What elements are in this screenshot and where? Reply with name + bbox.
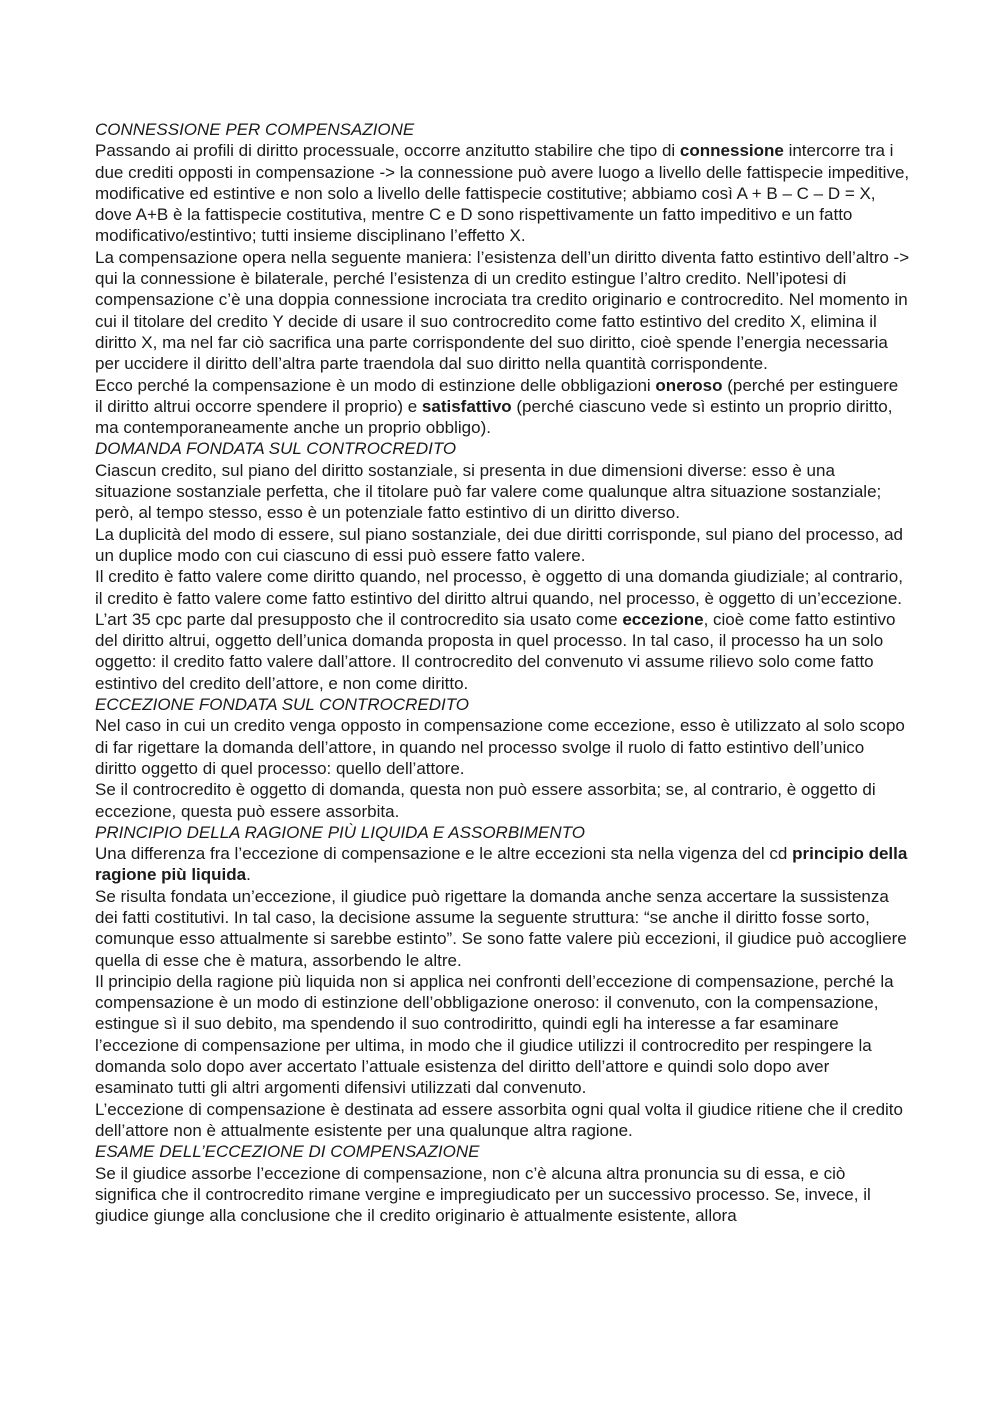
paragraph xyxy=(95,886,910,971)
text-run: La duplicità del modo di essere, sul piano sostanziale, dei due diritti corrisponde, sul piano del processo, ad un duplice modo con cui ciascuno di essi può essere fatto valere. xyxy=(95,524,903,565)
text-run: Ciascun credito, sul piano del diritto sostanziale, si presenta in due dimensioni diverse: esso è una situazione sostanziale perfetta, che il titolare può far valere come qualunque altra situazione sostanziale; però, al tempo stesso, esso è un potenziale fatto estintivo di un diritto diverso. xyxy=(95,460,882,523)
text-run: (perché ciascuno vede sì estinto un proprio diritto, ma contemporaneamente anche un proprio obbligo). xyxy=(95,396,893,438)
document-page xyxy=(95,119,910,1226)
text-run: intercorre tra i due crediti opposti in compensazione -> la connessione può avere luogo a livello delle fattispecie impeditive, modificative ed estintive e non solo a livello delle fattispecie costitutive; abbiamo così A + B – C – D = X, dove A+B è la fattispecie costitutiva, mentre C e D sono rispettivamente un fatto impeditivo e un fatto modificativo/estintivo; tutti insieme disciplinano l’effetto X. xyxy=(95,141,910,246)
paragraph xyxy=(95,609,910,694)
text-run: Passando ai profili di diritto processuale, occorre anzitutto stabilire che tipo di xyxy=(95,141,680,161)
text-run: Ecco perché la compensazione è un modo di estinzione delle obbligazioni xyxy=(95,375,656,395)
section-heading xyxy=(95,1141,910,1162)
text-run: CONNESSIONE PER COMPENSAZIONE xyxy=(95,120,415,139)
bold-term: oneroso xyxy=(655,375,723,395)
section-heading xyxy=(95,438,910,459)
paragraph xyxy=(95,524,910,567)
paragraph xyxy=(95,140,910,246)
text-run: , cioè come fatto estintivo del diritto altrui, oggetto dell’unica domanda proposta in quel processo. In tal caso, il processo ha un solo oggetto: il credito fatto valere dall’attore. Il controcredito del convenuto vi assume rilievo solo come fatto estintivo del credito dell’attore, e non come diritto. xyxy=(95,609,896,693)
text-run: Una differenza fra l’eccezione di compensazione e le altre eccezioni sta nella vigenza del cd xyxy=(95,844,793,864)
text-run: Il principio della ragione più liquida non si applica nei confronti dell’eccezione di compensazione, perché la compensazione è un modo di estinzione dell’obbligazione oneroso: il convenuto, con la compensazione, estingue sì il suo debito, ma spendendo il suo controdiritto, quindi egli ha interesse a far esaminare l’eccezione di compensazione per ultima, in modo che il giudice utilizzi il controcredito per respingere la domanda solo dopo aver accertato l’attuale esistenza del diritto dell’attore e quindi solo dopo aver esaminato tutti gli altri argomenti difensivi utilizzati dal convenuto. xyxy=(95,971,894,1098)
bold-term: eccezione xyxy=(622,609,704,629)
text-run: L’eccezione di compensazione è destinata ad essere assorbita ogni qual volta il giudice ritiene che il credito dell’attore non è attualmente esistente per una qualunque altra ragione. xyxy=(95,1099,903,1140)
paragraph xyxy=(95,375,910,439)
paragraph xyxy=(95,1163,910,1227)
paragraph xyxy=(95,566,910,609)
section-heading xyxy=(95,694,910,715)
paragraph xyxy=(95,715,910,779)
text-run: PRINCIPIO DELLA RAGIONE PIÙ LIQUIDA E ASSORBIMENTO xyxy=(95,822,585,842)
text-run: Se il controcredito è oggetto di domanda, questa non può essere assorbita; se, al contrario, è oggetto di eccezione, questa può essere assorbita. xyxy=(95,780,876,821)
text-run: (perché per estinguere il diritto altrui occorre spendere il proprio) e xyxy=(95,375,899,416)
text-run: Se risulta fondata un’eccezione, il giudice può rigettare la domanda anche senza accertare la sussistenza dei fatti costitutivi. In tal caso, la decisione assume la seguente struttura: “se anche il diritto fosse sorto, comunque esso attualmente si sarebbe estinto”. Se sono fatte valere più eccezioni, il giudice può accogliere quella di esse che è matura, assorbendo le altre. xyxy=(95,886,907,970)
bold-term: principio della ragione più liquida xyxy=(95,844,908,885)
text-run: . xyxy=(246,865,251,885)
paragraph xyxy=(95,779,910,822)
text-run: Nel caso in cui un credito venga opposto in compensazione come eccezione, esso è utilizzato al solo scopo di far rigettare la domanda dell’attore, in quando nel processo svolge il ruolo di fatto estintivo dell’unico diritto oggetto di quel processo: quello dell’attore. xyxy=(95,716,905,778)
section-heading xyxy=(95,119,910,140)
text-run: Se il giudice assorbe l’eccezione di compensazione, non c’è alcuna altra pronuncia su di essa, e ciò significa che il controcredito rimane vergine e impregiudicato per un successivo processo. Se, invece, il giudice giunge alla conclusione che il credito originario è attualmente esistente, allora xyxy=(95,1163,871,1226)
bold-term: satisfattivo xyxy=(421,396,512,416)
text-run: L’art 35 cpc parte dal presupposto che il controcredito sia usato come xyxy=(95,609,623,629)
paragraph xyxy=(95,971,910,1099)
paragraph xyxy=(95,460,910,524)
text-run: ESAME DELL’ECCEZIONE DI COMPENSAZIONE xyxy=(95,1142,480,1162)
text-run: La compensazione opera nella seguente maniera: l’esistenza dell’un diritto diventa fatto estintivo dell’altro -> qui la connessione è bilaterale, perché l’esistenza di un credito estingue l’altro credito. Nell’ipotesi di compensazione c’è una doppia connessione incrociata tra credito originario e controcredito. Nel momento in cui il titolare del credito Y decide di usare il suo controcredito come fatto estintivo del credito X, elimina il diritto X, ma nel far ciò sacrifica una parte corrispondente del suo diritto, cioè spende l’energia necessaria per uccidere il diritto dell’altra parte traendola dal suo diritto nella quantità corrispondente. xyxy=(95,247,910,374)
bold-term: connessione xyxy=(679,141,784,161)
text-run: DOMANDA FONDATA SUL CONTROCREDITO xyxy=(95,439,457,459)
section-heading xyxy=(95,822,910,843)
text-run: Il credito è fatto valere come diritto quando, nel processo, è oggetto di una domanda giudiziale; al contrario, il credito è fatto valere come fatto estintivo del diritto altrui quando, nel processo, è oggetto di un’eccezione. xyxy=(95,567,903,608)
text-run: ECCEZIONE FONDATA SUL CONTROCREDITO xyxy=(95,695,470,715)
paragraph xyxy=(95,843,910,886)
paragraph xyxy=(95,1099,910,1142)
paragraph xyxy=(95,247,910,375)
